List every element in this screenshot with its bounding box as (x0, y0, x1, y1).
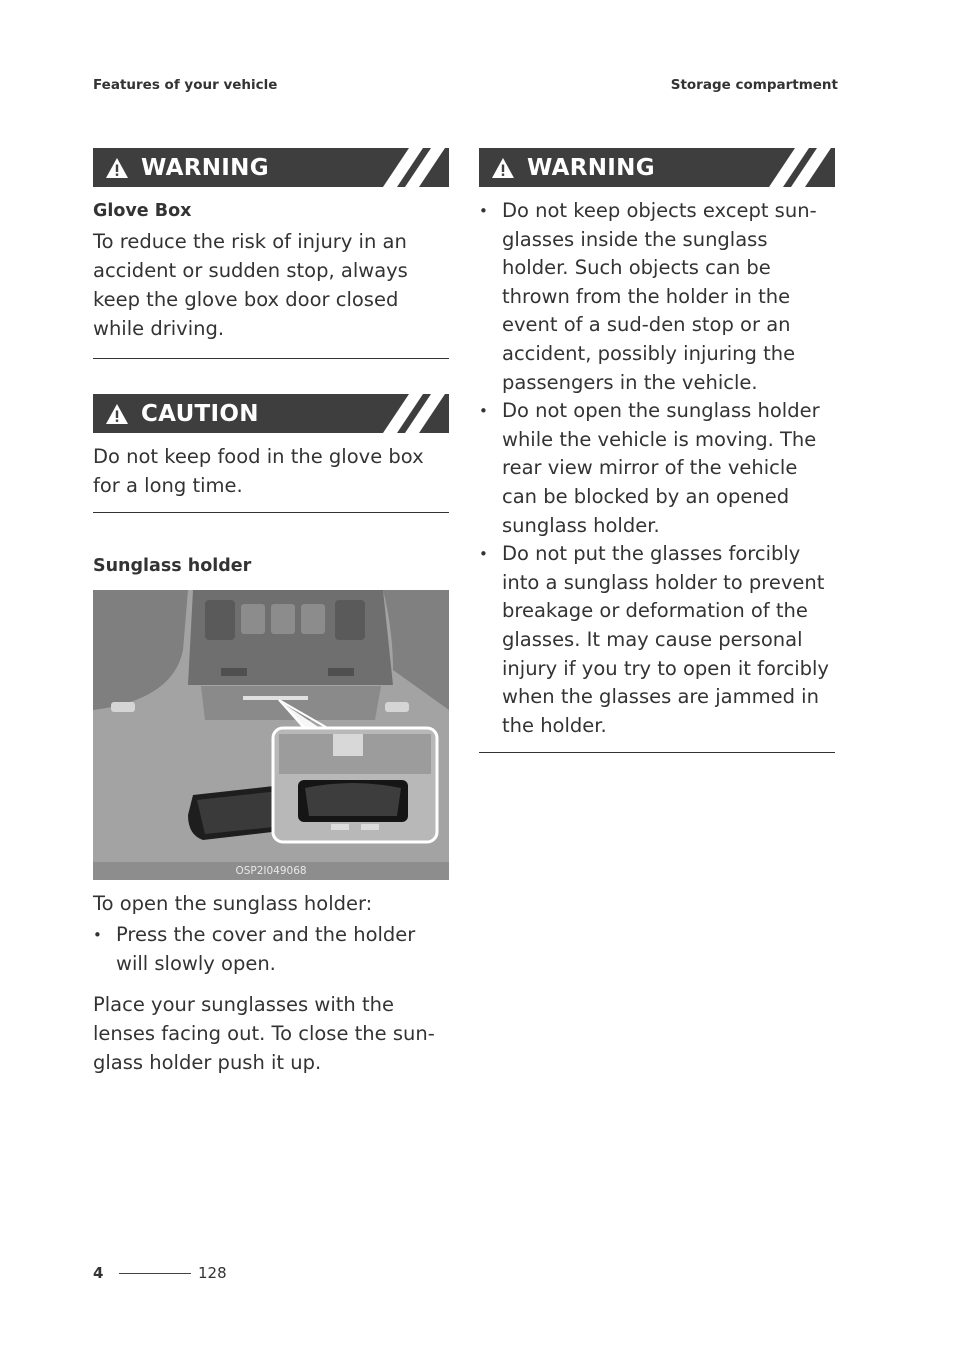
warning-triangle-icon (105, 157, 129, 179)
left-column (93, 148, 449, 1077)
running-header-section: Storage compartment (670, 77, 838, 93)
page-number: 128 (198, 1264, 227, 1282)
image-reference-code: OSP2I049068 (93, 862, 449, 880)
list-item: • Do not keep objects except sun‐glasses inside the sunglass holder. Such objects can be thrown from the holder in the event of a sud‐den stop or an accident, possibly injuring the passengers in the vehicle. (479, 197, 835, 397)
footer-divider (119, 1273, 191, 1274)
banner-slashes-decoration (769, 148, 835, 187)
sunglass-holder-photo (93, 590, 449, 880)
caution-text: Do not keep food in the glove box for a long time. (93, 445, 424, 497)
running-header-chapter: Features of your vehicle (93, 77, 278, 93)
right-column (479, 148, 835, 753)
banner-slashes-decoration (383, 148, 449, 187)
sunglass-holder-illustration (93, 590, 449, 880)
chapter-number: 4 (93, 1264, 104, 1282)
list-item: • Press the cover and the holder will slowly open. (93, 921, 449, 978)
caution-end-rule (93, 512, 449, 513)
glove-box-warning-text: To reduce the risk of injury in an accident or sudden stop, always keep the glove box door closed while driving. (93, 230, 408, 340)
glove-box-title: Glove Box (93, 201, 192, 221)
warning-banner-glove-box (93, 148, 449, 187)
caution-triangle-icon (105, 403, 129, 425)
section-title-sunglass-holder: Sunglass holder (93, 556, 252, 576)
sunglass-holder-warning-list (479, 197, 835, 740)
open-steps-list (93, 921, 449, 978)
place-sunglasses-text: Place your sunglasses with the lenses facing out. To close the sun‐glass holder push it up. (93, 993, 435, 1075)
list-item: • Do not open the sunglass holder while the vehicle is moving. The rear view mirror of the vehicle can be blocked by an opened sunglass holder. (479, 397, 835, 540)
list-item: • Do not put the glasses forcibly into a sunglass holder to prevent breakage or deformation of the glasses. It may cause personal injury if you try to open it forcibly when the glasses are jammed in the holder. (479, 540, 835, 740)
warning-banner-sunglass-holder (479, 148, 835, 187)
warning-triangle-icon (491, 157, 515, 179)
banner-slashes-decoration (383, 394, 449, 433)
warning-label: WARNING (141, 154, 269, 181)
caution-banner (93, 394, 449, 433)
warning-end-rule (93, 358, 449, 359)
open-intro-text: To open the sunglass holder: (93, 892, 373, 915)
warning-label: WARNING (527, 154, 655, 181)
caution-label: CAUTION (141, 400, 259, 427)
warning-end-rule (479, 752, 835, 753)
